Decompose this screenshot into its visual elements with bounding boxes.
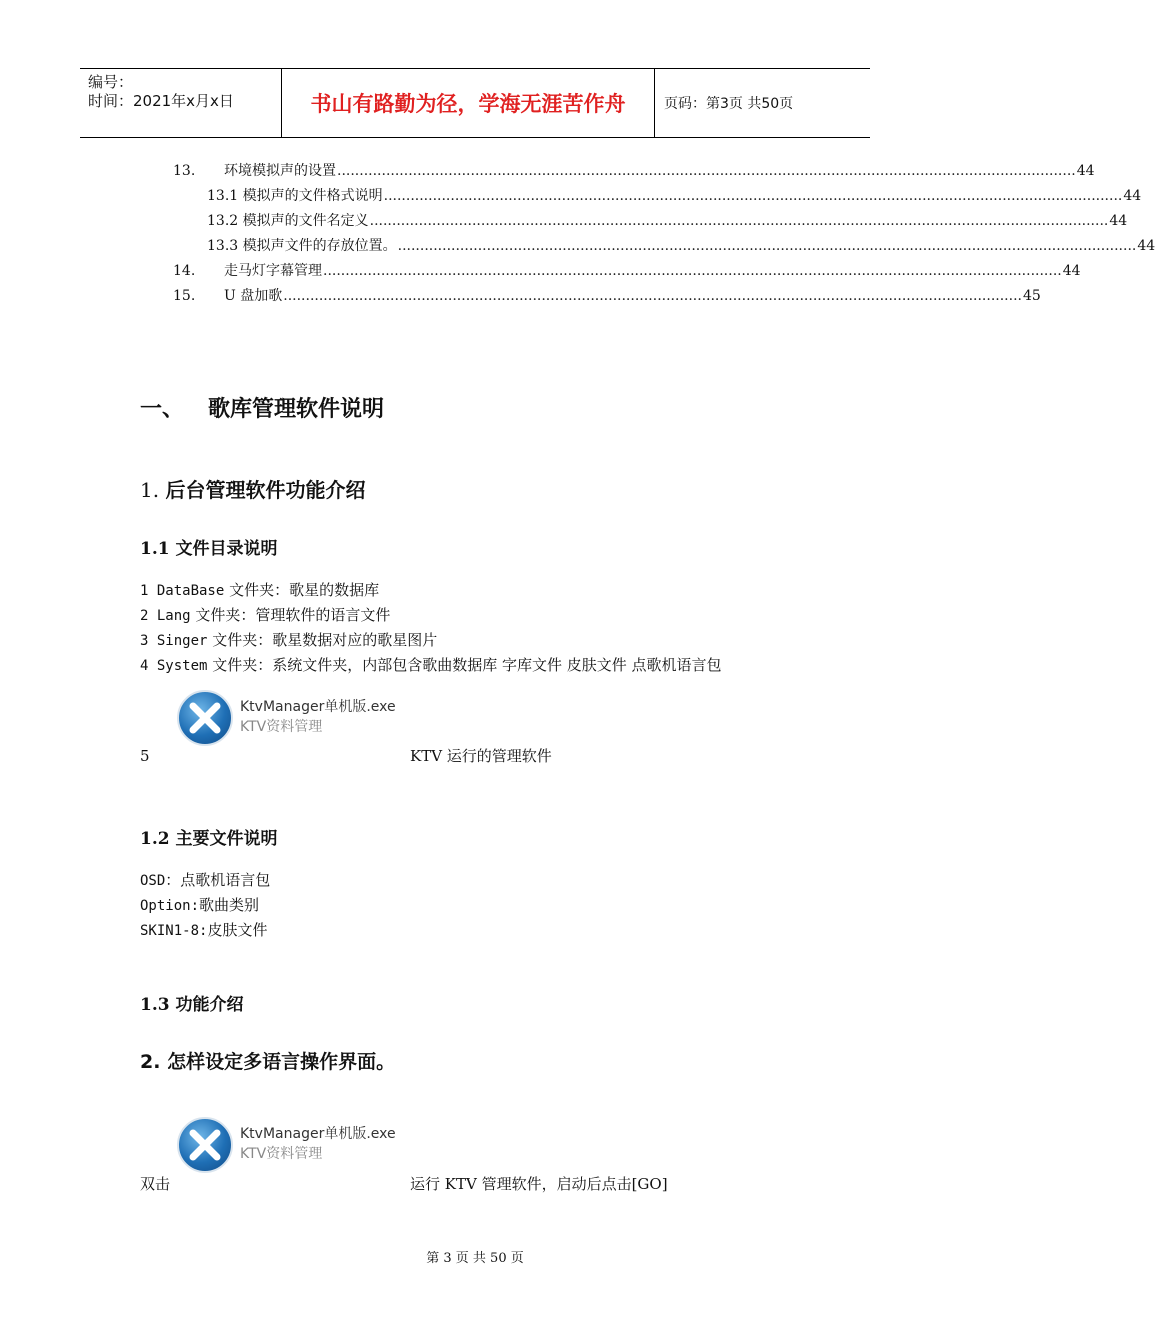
dir-line — [140, 654, 722, 677]
toc-title: 13.3 模拟声文件的存放位置。 — [207, 238, 397, 254]
heading-1-2 — [140, 824, 278, 849]
heading-number: 1. — [140, 478, 160, 502]
heading-title: 后台管理软件功能介绍 — [165, 478, 366, 502]
toc-number: 14. — [173, 263, 196, 279]
run-line-prefix: 双击 — [140, 1175, 171, 1193]
dir-text: 文件夹：歌星的数据库 — [229, 581, 380, 599]
toc-title: 走马灯字幕管理 — [224, 263, 322, 279]
heading-number: 2. — [140, 1051, 161, 1073]
ktvmanager-app-icon[interactable] — [177, 1117, 407, 1175]
file-code: SKIN1-8: — [140, 923, 208, 939]
toc-number: 15. — [173, 288, 196, 304]
toc-page: 44 — [1109, 213, 1128, 229]
section-heading — [140, 392, 384, 423]
toc-page: 44 — [1123, 188, 1142, 204]
toc-leader: ...................................................................................................................................................................... — [283, 288, 1022, 304]
heading-number: 1.2 — [140, 829, 170, 849]
heading-1-3 — [140, 990, 244, 1015]
dir-text: 文件夹：系统文件夹，内部包含歌曲数据库 字库文件 皮肤文件 点歌机语言包 — [212, 656, 722, 674]
toc-entry[interactable] — [207, 210, 1128, 232]
toc-entry[interactable] — [173, 285, 1041, 307]
heading-number: 1.1 — [140, 539, 170, 559]
toc-entry[interactable] — [207, 235, 1155, 257]
run-line-text: 运行 KTV 管理软件，启动后点击[GO] — [410, 1175, 668, 1193]
toc-page: 44 — [1076, 163, 1095, 179]
toc-entry[interactable] — [173, 160, 1095, 182]
app-file-name: KtvManager单机版.exe — [240, 699, 396, 715]
toc-entry[interactable] — [173, 260, 1081, 282]
file-text: 皮肤文件 — [207, 921, 268, 939]
header-meta — [80, 69, 280, 137]
toc-page: 44 — [1137, 238, 1155, 254]
toc-leader: ...................................................................................................................................................................... — [337, 163, 1076, 179]
page-footer: 第 3 页 共 50 页 — [426, 1251, 524, 1266]
file-code: Option: — [140, 898, 200, 914]
header-divider — [654, 69, 655, 137]
toc-entry[interactable] — [207, 185, 1142, 207]
app-file-name: KtvManager单机版.exe — [240, 1126, 396, 1142]
line-5-text: KTV 运行的管理软件 — [410, 747, 552, 765]
heading-title: 怎样设定多语言操作界面。 — [167, 1051, 396, 1073]
time-label: 时间：2021年x月x日 — [88, 92, 234, 110]
toc-leader: ...................................................................................................................................................................... — [369, 213, 1109, 229]
app-file-desc: KTV资料管理 — [240, 1146, 323, 1162]
toc-title: 环境模拟声的设置 — [224, 163, 336, 179]
file-text: ：点歌机语言包 — [165, 871, 271, 889]
file-text: 歌曲类别 — [199, 896, 260, 914]
ktvmanager-app-icon[interactable] — [177, 690, 407, 748]
main-file-line — [140, 919, 267, 942]
toc-leader: ...................................................................................................................................................................... — [323, 263, 1062, 279]
dir-line — [140, 579, 379, 602]
header-page-label: 页码：第3页 共50页 — [664, 96, 794, 112]
toc-title: U 盘加歌 — [224, 288, 283, 304]
heading-number: 1.3 — [140, 995, 170, 1015]
dir-code: 3 Singer — [140, 633, 208, 649]
toc-page: 44 — [1062, 263, 1081, 279]
header-motto: 书山有路勤为径，学海无涯苦作舟 — [310, 92, 626, 116]
heading-1-1 — [140, 534, 278, 559]
dir-text: 文件夹：管理软件的语言文件 — [195, 606, 391, 624]
line-5-number: 5 — [140, 747, 150, 765]
dir-text: 文件夹：歌星数据对应的歌星图片 — [212, 631, 438, 649]
dir-line — [140, 604, 390, 627]
ktv-x-icon — [177, 1117, 233, 1173]
main-file-line — [140, 894, 259, 917]
heading-title: 功能介绍 — [175, 995, 244, 1015]
dir-code: 4 System — [140, 658, 208, 674]
section-title: 歌库管理软件说明 — [208, 397, 385, 422]
main-file-line — [140, 869, 270, 892]
file-code: OSD — [140, 873, 166, 889]
dir-code: 1 DataBase — [140, 583, 225, 599]
page-header — [80, 68, 870, 138]
heading-title: 主要文件说明 — [175, 829, 278, 849]
toc-number: 13. — [173, 163, 196, 179]
toc-leader: ...................................................................................................................................................................... — [383, 188, 1123, 204]
toc-title: 13.1 模拟声的文件格式说明 — [207, 188, 383, 204]
heading-title: 文件目录说明 — [175, 539, 278, 559]
toc-leader: ...................................................................................................................................................................... — [397, 238, 1137, 254]
heading-1 — [140, 474, 365, 503]
dir-code: 2 Lang — [140, 608, 191, 624]
toc-title: 13.2 模拟声的文件名定义 — [207, 213, 369, 229]
toc-page: 45 — [1022, 288, 1041, 304]
app-file-desc: KTV资料管理 — [240, 719, 323, 735]
heading-2 — [140, 1047, 395, 1074]
ktv-x-icon — [177, 690, 233, 746]
number-label: 编号： — [88, 73, 134, 91]
section-number: 一、 — [140, 397, 185, 422]
dir-line — [140, 629, 437, 652]
